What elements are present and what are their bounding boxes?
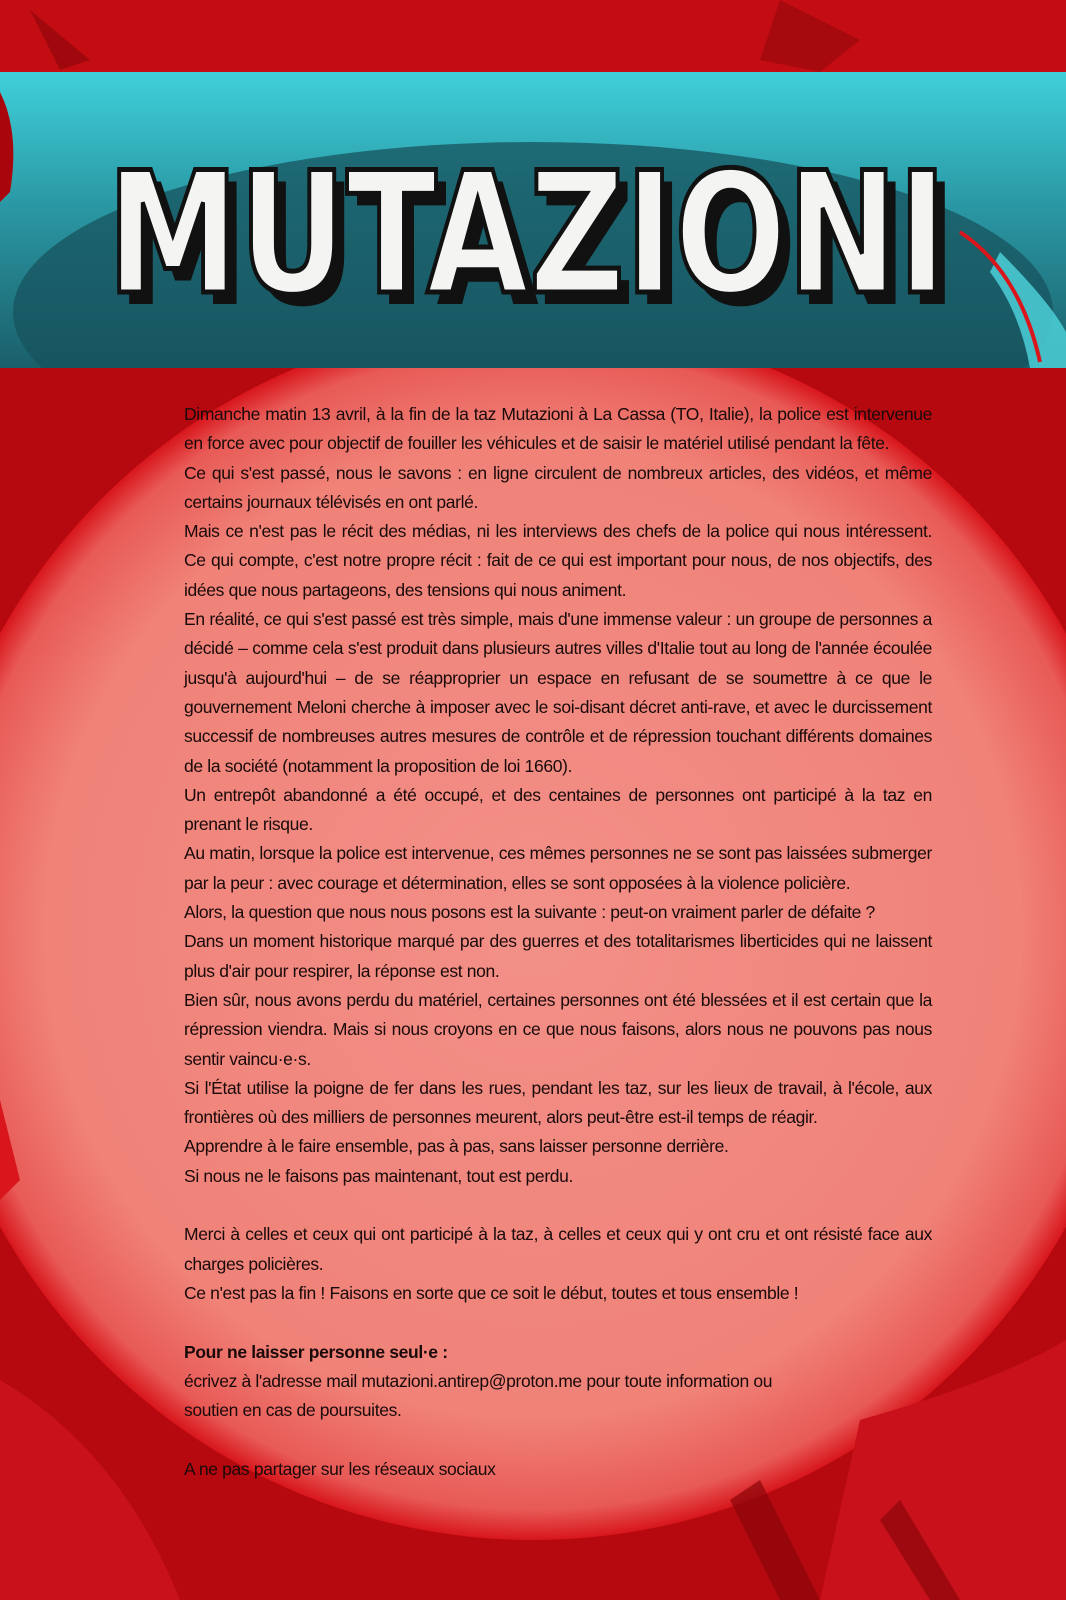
article-body bbox=[184, 400, 932, 1484]
paragraph: Bien sûr, nous avons perdu du matériel, certaines personnes ont été blessées et il est certain que la répression viendra. Mais si nous croyons en ce que nous faisons, alors nous ne pouvons pas nous sentir vaincu·e·s. bbox=[184, 989, 932, 1069]
footer-note: A ne pas partager sur les réseaux sociaux bbox=[184, 1458, 496, 1479]
thanks-paragraph: Ce n'est pas la fin ! Faisons en sorte que ce soit le début, toutes et tous ensemble ! bbox=[184, 1282, 799, 1303]
paragraph: Au matin, lorsque la police est intervenue, ces mêmes personnes ne se sont pas laissées submerger par la peur : avec courage et détermination, elles se sont opposées à la violence policière. bbox=[184, 843, 932, 893]
paragraph: Mais ce n'est pas le récit des médias, ni les interviews des chefs de la police qui nous intéressent. Ce qui compte, c'est notre propre récit : fait de ce qui est important pour nous, de nos objectifs, des idées que nous partageons, des tensions qui nous animent. bbox=[184, 521, 932, 600]
header-banner bbox=[0, 72, 1066, 368]
paragraph: Si l'État utilise la poigne de fer dans les rues, pendant les taz, sur les lieux de travail, à l'école, aux frontières où des milliers de personnes meurent, alors peut-être est-il temps de réagir. bbox=[184, 1077, 932, 1128]
paragraph: Alors, la question que nous nous posons est la suivante : peut-on vraiment parler de défaite ? bbox=[184, 902, 875, 923]
logo-shadow: MUTAZIONI bbox=[117, 148, 957, 344]
paragraph: Dans un moment historique marqué par des guerres et des totalitarismes liberticides qui ne laissent plus d'air pour respirer, la réponse est non. bbox=[184, 931, 932, 981]
paragraph: En réalité, ce qui s'est passé est très simple, mais d'une immense valeur : un groupe de personnes a décidé – comme cela s'est produit dans plusieurs autres villes d'Italie tout au long de l'année écoulée jusqu'à aujourd'hui – de se réapproprier un espace en refusant de se soumettre à ce que le gouvernement Meloni cherche à imposer avec le soi-disant décret anti-rave, et avec le durcissement successif de nombreuses autres mesures de contrôle et de répression touchant différents domaines de la société (notamment la proposition de loi 1660). bbox=[184, 609, 932, 776]
contact-line: soutien en cas de poursuites. bbox=[184, 1400, 402, 1421]
contact-heading: Pour ne laisser personne seul·e : bbox=[184, 1341, 448, 1362]
contact-line: écrivez à l'adresse mail mutazioni.antirep@proton.me pour toute information ou bbox=[184, 1370, 773, 1391]
paragraph: Si nous ne le faisons pas maintenant, tout est perdu. bbox=[184, 1165, 574, 1186]
logo-title: MUTAZIONI bbox=[107, 136, 947, 332]
spacer bbox=[184, 1308, 932, 1337]
paragraph: Un entrepôt abandonné a été occupé, et des centaines de personnes ont participé à la taz en prenant le risque. bbox=[184, 784, 932, 835]
paragraph: Apprendre à le faire ensemble, pas à pas, sans laisser personne derrière. bbox=[184, 1136, 729, 1157]
paragraph: Ce qui s'est passé, nous le savons : en ligne circulent de nombreux articles, des vidéos, et même certains journaux télévisés en ont parlé. bbox=[184, 462, 932, 512]
spacer bbox=[184, 1191, 932, 1220]
spacer bbox=[184, 1425, 932, 1454]
paragraph: Dimanche matin 13 avril, à la fin de la taz Mutazioni à La Cassa (TO, Italie), la police est intervenue en force avec pour objectif de fouiller les véhicules et de saisir le matériel utilisé pendant la fête. bbox=[184, 404, 932, 454]
thanks-paragraph: Merci à celles et ceux qui ont participé à la taz, à celles et ceux qui y ont cru et ont résisté face aux charges policières. bbox=[184, 1224, 932, 1274]
